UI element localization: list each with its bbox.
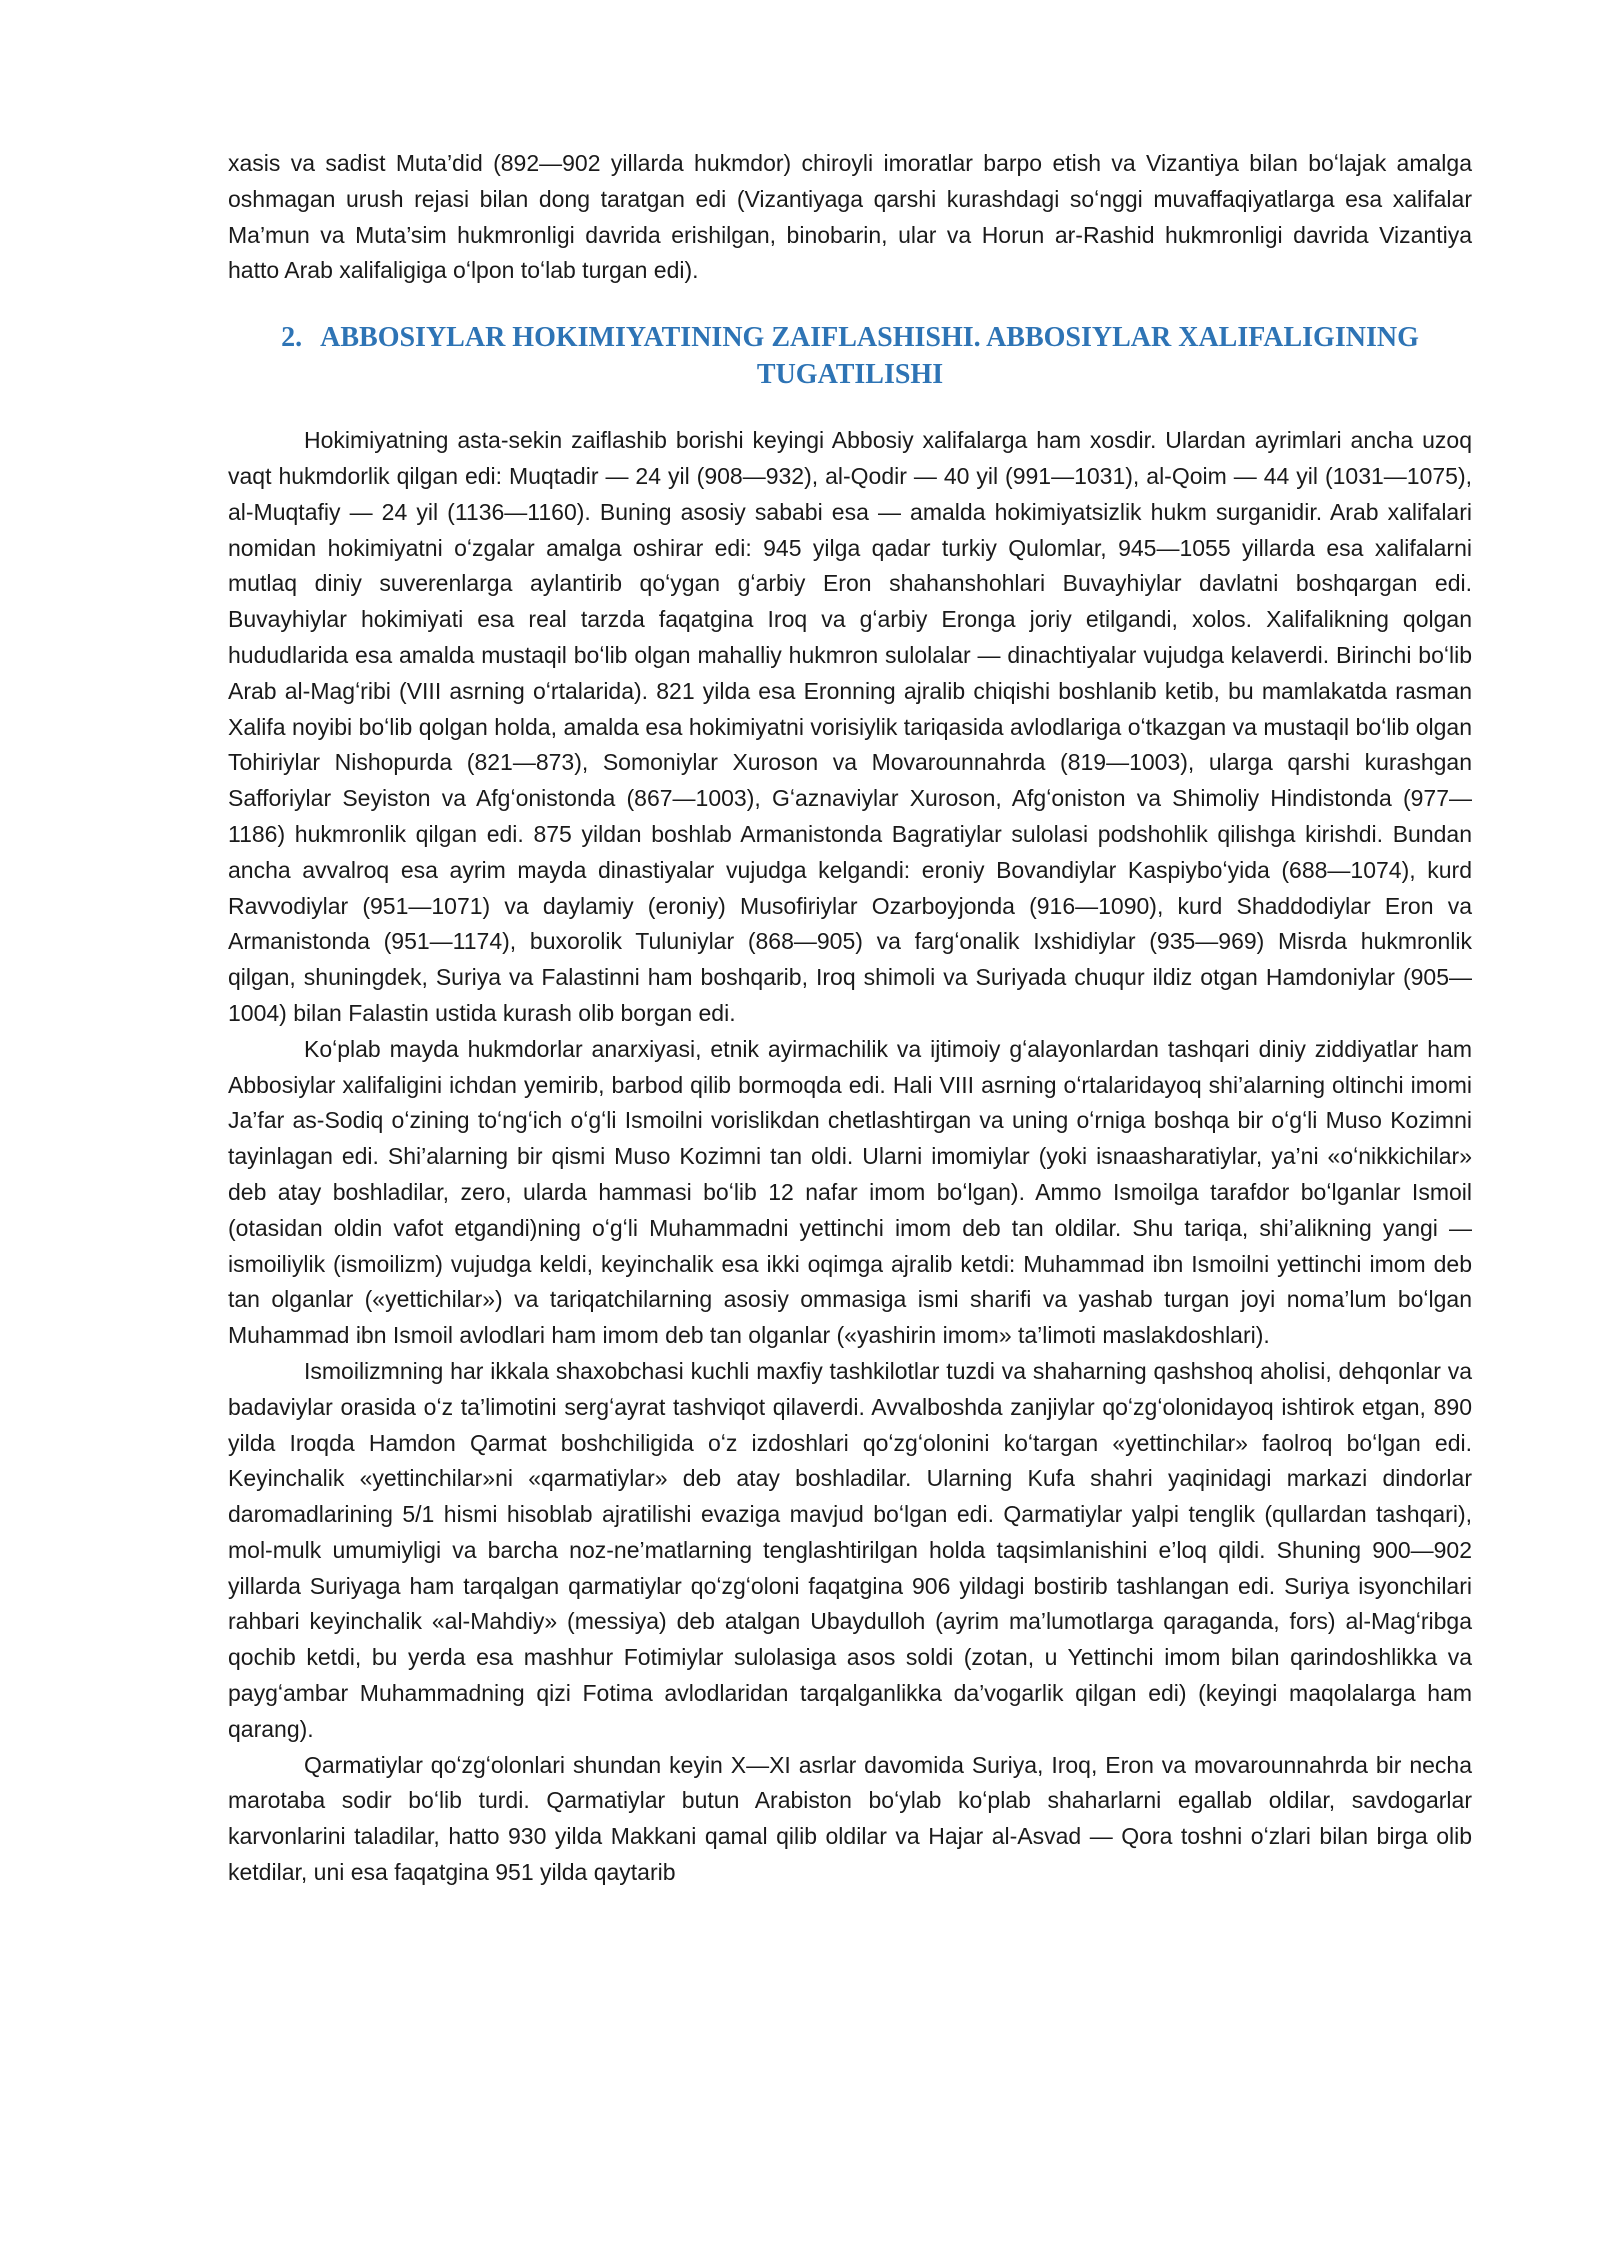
intro-paragraph: xasis va sadist Muta’did (892—902 yillarda hukmdor) chiroyli imoratlar barpo etish va Vizantiya bilan boʻlajak amalga oshmagan urush rejasi bilan dong taratgan edi (Vizantiyaga qarshi kurashdagi soʻnggi muvaffaqiyatlarga esa xalifalar Ma’mun va Muta’sim hukmronligi davrida erishilgan, binobarin, ular va Horun ar-Rashid hukmronligi davrida Vizantiya hatto Arab xalifaligiga oʻlpon toʻlab turgan edi). — [228, 150, 1472, 284]
body-paragraph: Koʻplab mayda hukmdorlar anarxiyasi, etnik ayirmachilik va ijtimoiy gʻalayonlardan tashqari diniy ziddiyatlar ham Abbosiylar xalifaligini ichdan yemirib, barbod qilib bormoqda edi. Hali VIII asrning oʻrtalaridayoq shi’alarning oltinchi imomi Ja’far as-Sodiq oʻzining toʻngʻich oʻgʻli Ismoilni vorislikdan chetlashtirgan va uning oʻrniga boshqa bir oʻgʻli Muso Kozimni tayinlagan edi. Shi’alarning bir qismi Muso Kozimni tan oldi. Ularni imomiylar (yoki isnaasharatiylar, ya’ni «oʻnikkichilar» deb atay boshladilar, zero, ularda hammasi boʻlib 12 nafar imom boʻlgan). Ammo Ismoilga tarafdor boʻlganlar Ismoil (otasidan oldin vafot etgandi)ning oʻgʻli Muhammadni yettinchi imom deb tan oldilar. Shu tariqa, shi’alikning yangi — ismoiliylik (ismoilizm) vujudga keldi, keyinchalik esa ikki oqimga ajralib ketdi: Muhammad ibn Ismoilni yettinchi imom deb tan olganlar («yettichilar») va tariqatchilarning asosiy ommasiga ismi sharifi va yashab turgan joyi noma’lum boʻlgan Muhammad ibn Ismoil avlodlari ham imom deb tan olganlar («yashirin imom» ta’limoti maslakdoshlari). — [228, 1035, 1472, 1349]
document-page — [228, 146, 1472, 1891]
section-title: ABBOSIYLAR HOKIMIYATINING ZAIFLASHISHI. ABBOSIYLAR XALIFALIGINING TUGATILISHI — [320, 322, 1419, 391]
section-number: 2. — [281, 322, 303, 354]
section-heading — [228, 319, 1472, 393]
body-paragraph: Hokimiyatning asta-sekin zaiflashib borishi keyingi Abbosiy xalifalarga ham xosdir. Ulardan ayrimlari ancha uzoq vaqt hukmdorlik qilgan edi: Muqtadir — 24 yil (908—932), al-Qodir — 40 yil (991—1031), al-Qoim — 44 yil (1031—1075), al-Muqtafiy — 24 yil (1136—1160). Buning asosiy sababi esa — amalda hokimiyatsizlik hukm surganidir. Arab xalifalari nomidan hokimiyatni oʻzgalar amalga oshirar edi: 945 yilga qadar turkiy Qulomlar, 945—1055 yillarda esa xalifalarni mutlaq diniy suverenlarga aylantirib qoʻygan gʻarbiy Eron shahanshohlari Buvayhiylar davlatni boshqargan edi. Buvayhiylar hokimiyati esa real tarzda faqatgina Iroq va gʻarbiy Eronga joriy etilgandi, xolos. Xalifalikning qolgan hududlarida esa amalda mustaqil boʻlib olgan mahalliy hukmron sulolalar — dinachtiyalar vujudga kelaverdi. Birinchi boʻlib Arab al-Magʻribi (VIII asrning oʻrtalarida). 821 yilda esa Eronning ajralib chiqishi boshlanib ketib, bu mamlakatda rasman Xalifa noyibi boʻlib qolgan holda, amalda esa hokimiyatni vorisiylik tariqasida avlodlariga oʻtkazgan va mustaqil boʻlib olgan Tohiriylar Nishopurda (821—873), Somoniylar Xuroson va Movarounnahrda (819—1003), ularga qarshi kurashgan Safforiylar Seyiston va Afgʻonistonda (867—1003), Gʻaznaviylar Xuroson, Afgʻoniston va Shimoliy Hindistonda (977—1186) hukmronlik qilgan edi. 875 yildan boshlab Armanistonda Bagratiylar sulolasi podshohlik qilishga kirishdi. Bundan ancha avvalroq esa ayrim mayda dinastiyalar vujudga kelgandi: eroniy Bovandiylar Kaspiyboʻyida (688—1074), kurd Ravvodiylar (951—1071) va daylamiy (eroniy) Musofiriylar Ozarboyjonda (916—1090), kurd Shaddodiylar Eron va Armanistonda (951—1174), buxorolik Tuluniylar (868—905) va fargʻonalik Ixshidiylar (935—969) Misrda hukmronlik qilgan, shuningdek, Suriya va Falastinni ham boshqarib, Iroq shimoli va Suriyada chuqur ildiz otgan Hamdoniylar (905—1004) bilan Falastin ustida kurash olib borgan edi. — [228, 427, 1472, 1026]
body-paragraph: Qarmatiylar qoʻzgʻolonlari shundan keyin X—XI asrlar davomida Suriya, Iroq, Eron va movarounnahrda bir necha marotaba sodir boʻlib turdi. Qarmatiylar butun Arabiston boʻylab koʻplab shaharlarni egallab oldilar, savdogarlar karvonlarini taladilar, hatto 930 yilda Makkani qamal qilib oldilar va Hajar al-Asvad — Qora toshni oʻzlari bilan birga olib ketdilar, uni esa faqatgina 951 yilda qaytarib — [228, 1751, 1472, 1886]
body-paragraph: Ismoilizmning har ikkala shaxobchasi kuchli maxfiy tashkilotlar tuzdi va shaharning qashshoq aholisi, dehqonlar va badaviylar orasida oʻz ta’limotini sergʻayrat tashviqot qilaverdi. Avvalboshda zanjiylar qoʻzgʻolonidayoq ishtirok etgan, 890 yilda Iroqda Hamdon Qarmat boshchiligida oʻz izdoshlari qoʻzgʻolonini koʻtargan «yettinchilar» faolroq boʻlgan edi. Keyinchalik «yettinchilar»ni «qarmatiylar» deb atay boshladilar. Ularning Kufa shahri yaqinidagi markazi dindorlar daromadlarining 5/1 hismi hisoblab ajratilishi evaziga mavjud boʻlgan edi. Qarmatiylar yalpi tenglik (qullardan tashqari), mol-mulk umumiyligi va barcha noz-ne’matlarning tenglashtirilgan holda taqsimlanishini e’loq qildi. Shuning 900—902 yillarda Suriyaga ham tarqalgan qarmatiylar qoʻzgʻoloni faqatgina 906 yildagi bostirib tashlangan edi. Suriya isyonchilari rahbari keyinchalik «al-Mahdiy» (messiya) deb atalgan Ubaydulloh (ayrim ma’lumotlarga qaraganda, fors) al-Magʻribga qochib ketdi, bu yerda esa mashhur Fotimiylar sulolasiga asos soldi (zotan, u Yettinchi imom bilan qarindoshlikka va paygʻambar Muhammadning qizi Fotima avlodlaridan tarqalganlikka da’vogarlik qilgan edi) (keyingi maqolalarga ham qarang). — [228, 1357, 1472, 1742]
